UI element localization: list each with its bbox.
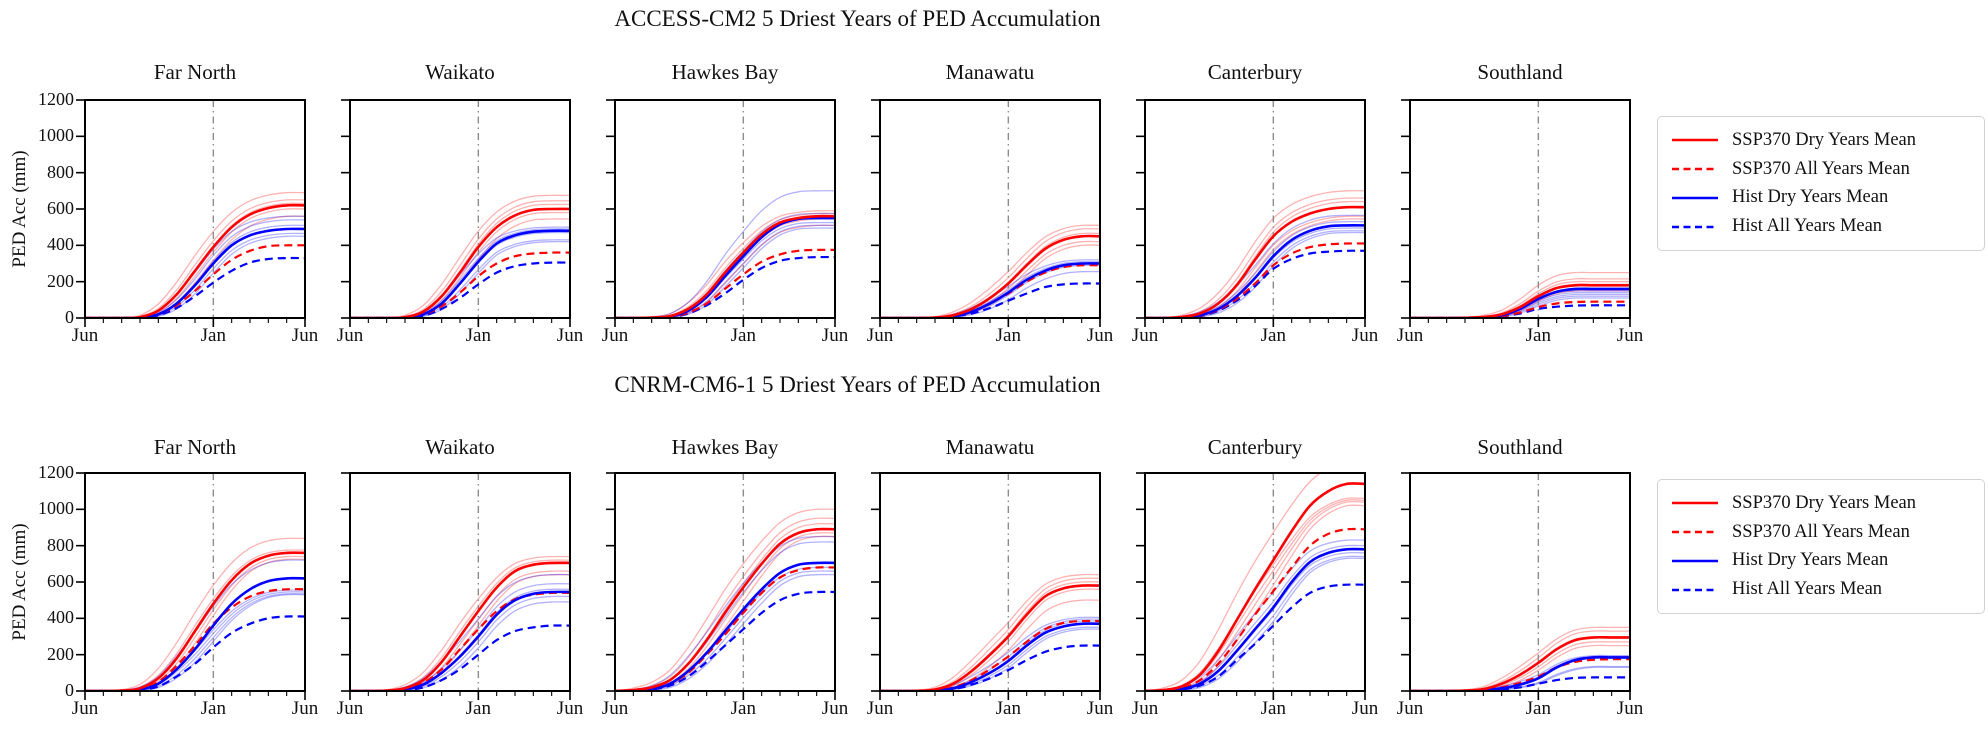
subplot-title: Waikato [425,435,495,459]
subplot-title: Waikato [425,60,495,84]
subplot-title: Canterbury [1207,60,1303,84]
subplot-title: Southland [1477,435,1563,459]
ensemble-line-hist [880,263,1100,318]
ensemble-line-ssp370 [85,209,305,318]
x-tick-label: Jan [1525,325,1551,346]
x-tick-label: Jun [1131,698,1159,719]
curves-group [615,473,835,691]
ensemble-line-ssp370 [85,550,305,691]
legend-item [1672,518,1970,546]
plot-svg [71,465,319,701]
x-tick-label: Jun [1351,698,1379,719]
x-tick-label: Jan [1525,698,1551,719]
plot-svg [1396,465,1644,701]
x-tick-label: Jan [995,698,1021,719]
ensemble-line-ssp370 [1145,500,1365,691]
y-tick-label: 0 [65,307,74,327]
ensemble-line-ssp370 [1145,191,1365,319]
ensemble-line-ssp370 [615,518,835,691]
curve-ssp370-all-years-mean [1145,243,1365,318]
plot-area-canterbury [1131,465,1379,701]
x-tick-label: Jun [291,698,319,719]
curve-hist-dry-years-mean [85,229,305,318]
plot-spines [615,100,835,318]
ensemble-line-hist [1145,233,1365,318]
y-axis-label: PED Acc (mm) [9,523,30,641]
y-tick-label: 600 [47,198,74,218]
plot-svg [866,92,1114,328]
legend-item-label: SSP370 All Years Mean [1732,158,1910,179]
legend-line-sample [1672,528,1718,536]
plot-svg [1131,465,1379,701]
legend-item [1672,184,1970,212]
ensemble-line-hist [880,262,1100,318]
ensemble-line-ssp370 [350,564,570,691]
x-tick-label: Jun [601,325,629,346]
legend-line-sample [1672,165,1718,173]
x-tick-label: Jun [1131,325,1159,346]
legend-item [1672,547,1970,575]
x-tick-label: Jan [200,698,226,719]
y-tick-label: 1000 [38,125,74,146]
x-tick-label: Jun [821,325,849,346]
x-tick-label: Jan [730,325,756,346]
plot-svg [866,465,1114,701]
curve-ssp370-dry-years-mean [1145,483,1365,691]
plot-area-southland [1396,92,1644,328]
ensemble-line-hist [1145,545,1365,691]
plot-area-southland [1396,465,1644,701]
x-tick-label: Jun [866,325,894,346]
curve-ssp370-dry-years-mean [615,216,835,318]
subplot-title: Far North [153,435,237,459]
plot-svg [1396,92,1644,328]
y-tick-label: 0 [65,680,74,700]
subplot-title: Canterbury [1207,435,1303,459]
plot-spines [880,473,1100,691]
legend-line-sample [1672,586,1718,594]
x-tick-label: Jun [336,698,364,719]
ensemble-line-hist [85,592,305,691]
curve-ssp370-all-years-mean [1145,529,1365,691]
x-tick-label: Jun [336,325,364,346]
curve-hist-all-years-mean [880,645,1100,691]
x-tick-label: Jun [821,698,849,719]
legend-item-label: SSP370 All Years Mean [1732,521,1910,542]
plot-area-waikato [336,465,584,701]
ensemble-line-ssp370 [880,582,1100,691]
y-axis-label: PED Acc (mm) [9,150,30,268]
plot-area-waikato [336,92,584,328]
curve-hist-dry-years-mean [880,624,1100,691]
x-tick-label: Jun [71,325,99,346]
curve-ssp370-dry-years-mean [350,563,570,691]
legend-line-sample [1672,557,1718,565]
curves-group [1410,100,1630,318]
ensemble-line-ssp370 [1145,498,1365,691]
curves-group [350,473,570,691]
curve-ssp370-all-years-mean [85,589,305,691]
plot-svg [336,92,584,328]
x-tick-label: Jun [1086,325,1114,346]
y-tick-label: 400 [47,607,74,628]
plot-spines [880,100,1100,318]
curves-group [350,100,570,318]
curve-hist-all-years-mean [85,258,305,318]
curve-ssp370-dry-years-mean [85,205,305,318]
model-row-title: CNRM-CM6-1 5 Driest Years of PED Accumulation [614,372,1101,397]
plot-svg [71,92,319,328]
curve-hist-dry-years-mean [880,263,1100,318]
curves-group [1145,100,1365,318]
ensemble-line-ssp370 [350,560,570,691]
plot-area-canterbury [1131,92,1379,328]
y-tick-label: 600 [47,571,74,591]
x-tick-label: Jun [556,698,584,719]
subplot-title: Southland [1477,60,1563,84]
subplot-title: Hawkes Bay [671,60,779,84]
curves-group [880,473,1100,691]
subplot-title: Hawkes Bay [671,435,779,459]
x-tick-label: Jun [1351,325,1379,346]
curves-group [85,473,305,691]
ensemble-line-hist [1145,553,1365,691]
legend-item [1672,489,1970,517]
curves-group [615,100,835,318]
x-tick-label: Jan [200,325,226,346]
legend-item-label: SSP370 Dry Years Mean [1732,129,1916,150]
curves-group [85,100,305,318]
x-tick-label: Jan [995,325,1021,346]
y-tick-label: 200 [47,643,74,664]
subplot-title: Manawatu [945,60,1035,84]
legend-item [1672,213,1970,241]
legend-item [1672,126,1970,154]
plot-area-far-north [71,92,319,328]
ensemble-line-ssp370 [880,600,1100,691]
ensemble-line-ssp370 [615,215,835,318]
legend-line-sample [1672,223,1718,231]
y-tick-label: 200 [47,270,74,291]
ensemble-line-hist [1145,558,1365,691]
y-tick-label: 400 [47,234,74,255]
plot-svg [336,465,584,701]
x-tick-label: Jun [71,698,99,719]
y-tick-label: 800 [47,534,74,555]
subplot-title: Manawatu [945,435,1035,459]
curve-ssp370-dry-years-mean [1145,207,1365,318]
legend-item-label: Hist Dry Years Mean [1732,550,1889,571]
y-tick-label: 1200 [38,462,74,482]
ensemble-line-ssp370 [1145,465,1365,691]
curves-group [880,100,1100,318]
ensemble-line-ssp370 [85,556,305,691]
plot-area-hawkes-bay [601,465,849,701]
ensemble-line-ssp370 [350,204,570,318]
ensemble-line-hist [615,191,835,318]
plot-svg [1131,92,1379,328]
ensemble-line-ssp370 [350,556,570,691]
curves-group [1410,473,1630,691]
ensemble-line-ssp370 [615,509,835,691]
x-tick-label: Jun [601,698,629,719]
plot-area-hawkes-bay [601,92,849,328]
legend-line-sample [1672,136,1718,144]
plot-area-manawatu [866,92,1114,328]
x-tick-label: Jun [1396,325,1424,346]
x-tick-label: Jun [291,325,319,346]
legend-item [1672,576,1970,604]
x-tick-label: Jan [1260,698,1286,719]
ensemble-line-ssp370 [350,201,570,318]
legend-line-sample [1672,499,1718,507]
plot-spines [615,473,835,691]
ensemble-line-hist [350,602,570,691]
plot-svg [601,465,849,701]
plot-area-far-north [71,465,319,701]
ensemble-line-ssp370 [85,553,305,691]
legend-item [1672,155,1970,183]
ensemble-line-hist [85,590,305,691]
ensemble-line-hist [880,272,1100,318]
legend-item-label: Hist Dry Years Mean [1732,187,1889,208]
curves-group [1145,465,1365,691]
curve-hist-dry-years-mean [1145,225,1365,318]
legend-line-sample [1672,194,1718,202]
x-tick-label: Jan [730,698,756,719]
legend-item-label: Hist All Years Mean [1732,579,1883,600]
x-tick-label: Jan [1260,325,1286,346]
ensemble-line-hist [1145,222,1365,318]
x-tick-label: Jun [1616,325,1644,346]
x-tick-label: Jun [1086,698,1114,719]
ensemble-line-hist [350,240,570,318]
y-tick-label: 1200 [38,89,74,109]
x-tick-label: Jan [465,325,491,346]
x-tick-label: Jun [866,698,894,719]
x-tick-label: Jun [1616,698,1644,719]
y-tick-label: 1000 [38,498,74,519]
x-tick-label: Jan [465,698,491,719]
legend [1657,116,1985,251]
legend-item-label: Hist All Years Mean [1732,216,1883,237]
curve-hist-dry-years-mean [1145,549,1365,691]
curve-ssp370-dry-years-mean [85,553,305,691]
y-tick-label: 800 [47,161,74,182]
plot-svg [601,92,849,328]
plot-area-manawatu [866,465,1114,701]
x-tick-label: Jun [556,325,584,346]
legend-item-label: SSP370 Dry Years Mean [1732,492,1916,513]
ensemble-line-ssp370 [880,241,1100,318]
model-row-title: ACCESS-CM2 5 Driest Years of PED Accumulation [614,6,1101,31]
x-tick-label: Jun [1396,698,1424,719]
legend [1657,479,1985,614]
subplot-title: Far North [153,60,237,84]
